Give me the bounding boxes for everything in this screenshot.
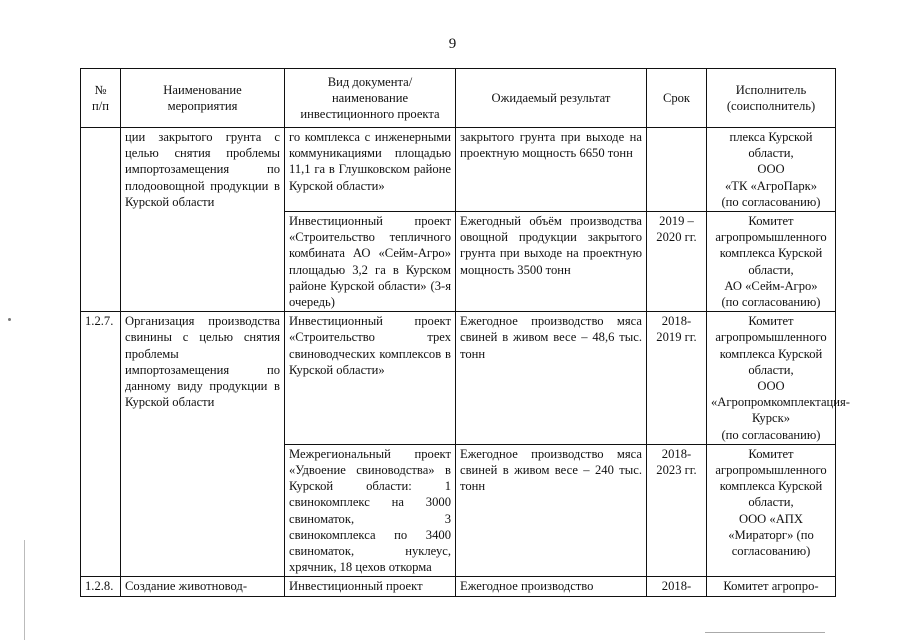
- activities-table: [80, 68, 850, 597]
- page-number: 9: [448, 36, 457, 52]
- cell-event: Организация производства свинины с целью снятия проблемы импортозамещения по данному виду продукции в Курской области: [121, 312, 285, 577]
- cell-executor: Комитет агропромышленного комплекса Курской области, ООО «Агропромкомплектация-Курск» (по согласованию): [707, 312, 836, 445]
- header-result: Ожидаемый результат: [456, 69, 647, 128]
- header-number: № п/п: [81, 69, 121, 128]
- cell-number: [81, 128, 121, 312]
- footer-rule: [705, 632, 825, 633]
- cell-document: Инвестиционный проект «Строительство трех свиноводческих комплексов в Курской области»: [285, 312, 456, 445]
- header-document: Вид документа/ наименование инвестиционного проекта: [285, 69, 456, 128]
- cell-document: Инвестиционный проект: [285, 577, 456, 596]
- cell-document: Инвестиционный проект «Строительство тепличного комбината АО «Сейм-Агро» площадью 3,2 га в Курском районе Курской области» (3-я очередь): [285, 212, 456, 312]
- cell-event: Создание животновод-: [121, 577, 285, 596]
- cell-number: 1.2.8.: [81, 577, 121, 596]
- cell-term: 2018- 2023 гг.: [647, 444, 707, 577]
- table-row: [81, 128, 836, 212]
- cell-term: 2018- 2019 гг.: [647, 312, 707, 445]
- header-event: Наименование мероприятия: [121, 69, 285, 128]
- cell-executor: Комитет агропро-: [707, 577, 836, 596]
- cell-term: 2019 – 2020 гг.: [647, 212, 707, 312]
- header-term: Срок: [647, 69, 707, 128]
- scan-speck: [8, 318, 11, 321]
- header-executor: Исполнитель (соисполнитель): [707, 69, 836, 128]
- cell-result: Ежегодное производство мяса свиней в живом весе – 48,6 тыс. тонн: [456, 312, 647, 445]
- cell-result: Ежегодное производство: [456, 577, 647, 596]
- cell-document: Межрегиональный проект «Удвоение свиноводства» в Курской области: 1 свинокомплекс на 3000 свиноматок, 3 свинокомплекса по 3400 свиноматок, нуклеус, хрячник, 18 цехов откорма: [285, 444, 456, 577]
- table-row: [81, 577, 836, 596]
- cell-executor: Комитет агропромышленного комплекса Курской области, ООО «АПХ «Мираторг» (по согласованию): [707, 444, 836, 577]
- cell-number: 1.2.7.: [81, 312, 121, 577]
- cell-document: го комплекса с инженерными коммуникациями площадью 11,1 га в Глушковском районе Курской области»: [285, 128, 456, 212]
- table-row: [81, 312, 836, 445]
- cell-term: [647, 128, 707, 212]
- cell-result: закрытого грунта при выходе на проектную мощность 6650 тонн: [456, 128, 647, 212]
- cell-result: Ежегодный объём производства овощной продукции закрытого грунта при выходе на проектную мощность 3500 тонн: [456, 212, 647, 312]
- cell-event: ции закрытого грунта с целью снятия проблемы импортозамещения по плодоовощной продукции в Курской области: [121, 128, 285, 312]
- cell-executor: плекса Курской области, ООО «ТК «АгроПарк» (по согласованию): [707, 128, 836, 212]
- cell-result: Ежегодное производство мяса свиней в живом весе – 240 тыс. тонн: [456, 444, 647, 577]
- cell-executor: Комитет агропромышленного комплекса Курской области, АО «Сейм-Агро» (по согласованию): [707, 212, 836, 312]
- table-header-row: [81, 69, 836, 128]
- scan-margin-line: [24, 540, 25, 640]
- cell-term: 2018-: [647, 577, 707, 596]
